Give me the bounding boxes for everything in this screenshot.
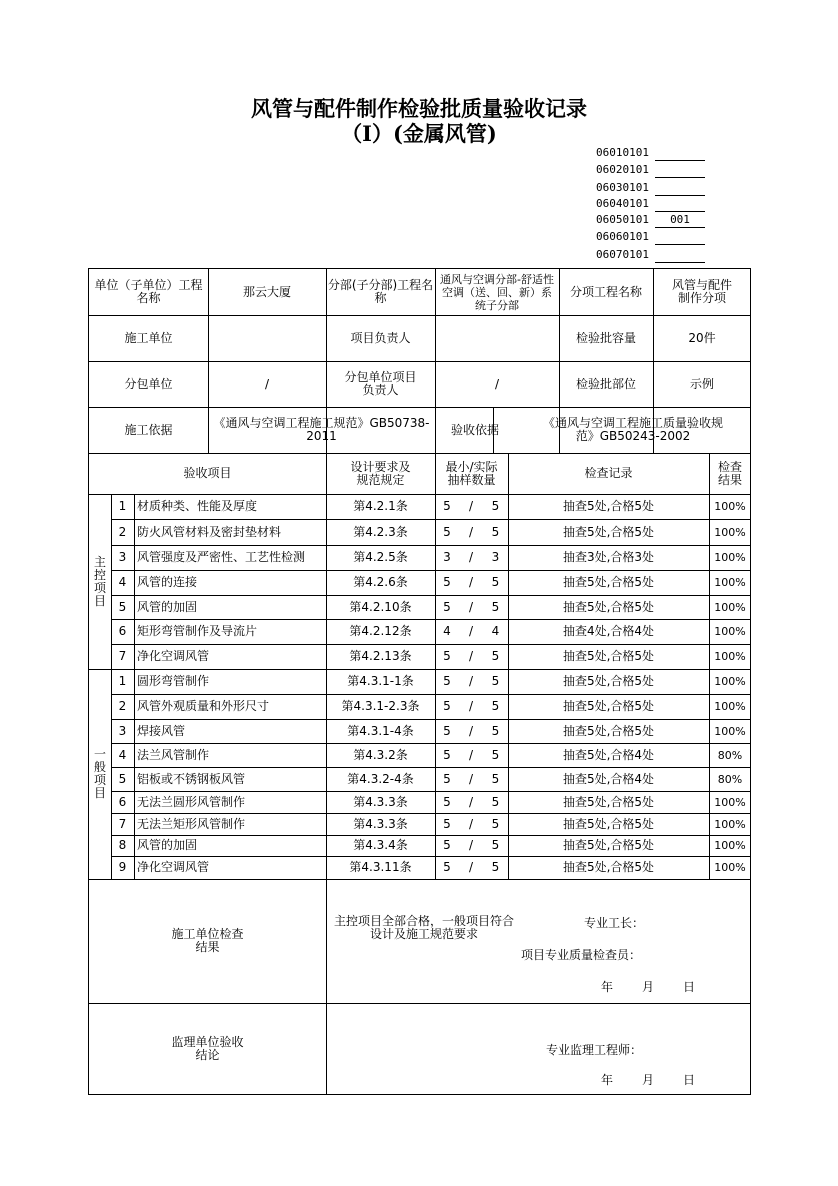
row-record[interactable]: 抽查5处,合格5处 xyxy=(562,699,655,713)
acceptance-basis-label: 验收依据 xyxy=(450,422,499,437)
row-result[interactable]: 100% xyxy=(714,551,746,564)
row-min-count[interactable]: 5 xyxy=(443,524,451,539)
row-actual-count[interactable]: 5 xyxy=(491,649,500,663)
row-result[interactable]: 100% xyxy=(714,861,746,874)
row-actual-count[interactable]: 5 xyxy=(491,575,500,589)
column-header-spec: 设计要求及规范规定 xyxy=(350,459,411,487)
batch-code-row: 06060101 xyxy=(596,230,708,246)
row-min-count[interactable]: 5 xyxy=(443,599,451,614)
row-spec: 第4.2.5条 xyxy=(353,550,408,564)
row-result[interactable]: 100% xyxy=(714,675,746,688)
row-result[interactable]: 100% xyxy=(714,700,746,713)
batch-code-value[interactable] xyxy=(655,181,705,196)
row-count-separator: / xyxy=(468,860,474,874)
row-min-count[interactable]: 4 xyxy=(443,624,451,638)
row-count-separator: / xyxy=(468,499,474,513)
row-spec: 第4.2.13条 xyxy=(349,649,412,663)
supervision-engineer-signature-label: 专业监理工程师： xyxy=(546,1042,643,1057)
column-header-record: 检查记录 xyxy=(584,466,633,480)
batch-code-row: 06040101 xyxy=(596,197,708,213)
row-item-name: 净化空调风管 xyxy=(137,649,210,663)
row-min-count[interactable]: 5 xyxy=(443,649,451,663)
project-manager-value[interactable] xyxy=(435,315,559,361)
row-result[interactable]: 80% xyxy=(717,772,743,786)
row-min-count[interactable]: 5 xyxy=(443,674,451,688)
row-min-count[interactable]: 3 xyxy=(443,550,451,564)
row-min-count[interactable]: 5 xyxy=(443,771,451,786)
row-result[interactable]: 100% xyxy=(714,817,746,831)
construction-basis-value[interactable]: 《通风与空调工程施工规范》GB50738-2011 xyxy=(213,416,430,443)
supervision-date-month: 月 xyxy=(641,1072,654,1087)
row-record[interactable]: 抽查5处,合格4处 xyxy=(562,771,655,786)
row-result[interactable]: 100% xyxy=(714,525,746,539)
construction-date-day: 日 xyxy=(682,979,695,994)
row-number: 2 xyxy=(118,524,127,539)
row-result[interactable]: 100% xyxy=(714,650,746,663)
row-number: 2 xyxy=(118,699,127,713)
construction-check-label: 施工单位检查结果 xyxy=(171,927,244,954)
row-record[interactable]: 抽查5处,合格5处 xyxy=(562,794,655,809)
row-count-separator: / xyxy=(468,699,474,713)
acceptance-basis-value[interactable]: 《通风与空调工程施工质量验收规范》GB50243-2002 xyxy=(542,416,723,443)
subcontractor-value[interactable]: / xyxy=(264,376,270,391)
row-min-count[interactable]: 5 xyxy=(443,816,451,831)
row-actual-count[interactable]: 5 xyxy=(491,699,500,713)
row-actual-count[interactable]: 5 xyxy=(491,794,500,809)
row-record[interactable]: 抽查4处,合格4处 xyxy=(562,624,655,638)
main-control-items-label: 主控项目 xyxy=(94,554,107,608)
row-item-name: 矩形弯管制作及导流片 xyxy=(137,624,258,638)
construction-check-conclusion[interactable]: 主控项目全部合格，一般项目符合设计及施工规范要求 xyxy=(333,914,514,941)
row-item-name: 净化空调风管 xyxy=(137,860,210,874)
contractor-label: 施工单位 xyxy=(124,330,173,345)
row-number: 3 xyxy=(118,723,127,738)
row-count-separator: / xyxy=(468,624,474,638)
batch-code-value[interactable]: 001 xyxy=(655,213,705,228)
row-item-name: 风管的加固 xyxy=(137,838,198,852)
batch-code-value[interactable] xyxy=(655,146,705,161)
row-number: 6 xyxy=(118,794,127,809)
row-count-separator: / xyxy=(468,575,474,589)
row-min-count[interactable]: 5 xyxy=(443,723,451,738)
row-count-separator: / xyxy=(468,723,474,738)
row-number: 4 xyxy=(118,575,127,589)
supervision-date-day: 日 xyxy=(682,1072,695,1087)
subcontractor-manager-label: 分包单位项目负责人 xyxy=(344,370,417,397)
row-number: 5 xyxy=(118,599,127,614)
row-actual-count[interactable]: 5 xyxy=(491,860,500,874)
row-record[interactable]: 抽查3处,合格3处 xyxy=(562,550,655,564)
column-header-result: 检查结果 xyxy=(717,459,742,487)
row-count-separator: / xyxy=(468,816,474,831)
row-count-separator: / xyxy=(468,649,474,663)
row-spec: 第4.3.4条 xyxy=(353,838,408,852)
batch-code-row: 06050101 001 xyxy=(596,213,708,229)
item-project-name-value[interactable]: 风管与配件制作分项 xyxy=(671,278,732,305)
contractor-value[interactable] xyxy=(208,315,326,361)
row-actual-count[interactable]: 5 xyxy=(491,771,500,786)
batch-code-value[interactable] xyxy=(655,230,705,245)
row-item-name: 无法兰圆形风管制作 xyxy=(137,794,246,809)
inspection-record-table xyxy=(88,268,751,1095)
item-project-name-label: 分项工程名称 xyxy=(569,284,642,299)
row-result[interactable]: 100% xyxy=(714,839,746,852)
supervision-date-year: 年 xyxy=(600,1072,613,1087)
row-number: 8 xyxy=(118,838,127,852)
row-item-name: 无法兰矩形风管制作 xyxy=(137,816,246,831)
row-result[interactable]: 100% xyxy=(714,724,746,738)
row-number: 1 xyxy=(118,674,127,688)
row-min-count[interactable]: 5 xyxy=(443,575,451,589)
row-min-count[interactable]: 5 xyxy=(443,499,451,513)
row-spec: 第4.3.11条 xyxy=(349,860,412,874)
row-actual-count[interactable]: 5 xyxy=(491,747,500,762)
row-actual-count[interactable]: 5 xyxy=(491,723,500,738)
row-actual-count[interactable]: 5 xyxy=(491,524,500,539)
row-record[interactable]: 抽查5处,合格5处 xyxy=(562,649,655,663)
unit-project-name-value[interactable]: 那云大厦 xyxy=(242,284,291,299)
row-record[interactable]: 抽查5处,合格5处 xyxy=(562,723,655,738)
row-count-separator: / xyxy=(468,771,474,786)
row-spec: 第4.2.6条 xyxy=(353,575,408,589)
row-number: 4 xyxy=(118,747,127,762)
batch-code-value[interactable] xyxy=(655,248,705,263)
batch-code-value[interactable] xyxy=(655,163,705,178)
row-item-name: 法兰风管制作 xyxy=(137,747,210,762)
row-record[interactable]: 抽查5处,合格5处 xyxy=(562,838,655,852)
row-actual-count[interactable]: 5 xyxy=(491,816,500,831)
row-record[interactable]: 抽查5处,合格5处 xyxy=(562,499,655,513)
row-record[interactable]: 抽查5处,合格5处 xyxy=(562,575,655,589)
batch-capacity-label: 检验批容量 xyxy=(575,330,636,345)
row-item-name: 防火风管材料及密封垫材料 xyxy=(137,524,282,539)
row-item-name: 风管外观质量和外形尺寸 xyxy=(137,699,270,713)
foreman-signature-label: 专业工长： xyxy=(584,915,645,930)
row-number: 7 xyxy=(118,649,127,663)
row-actual-count[interactable]: 4 xyxy=(491,624,500,638)
row-min-count[interactable]: 5 xyxy=(443,860,451,874)
batch-code-value[interactable] xyxy=(655,197,705,212)
row-item-name: 材质种类、性能及厚度 xyxy=(137,499,258,513)
column-header-item: 验收项目 xyxy=(183,466,232,480)
subcontractor-manager-value[interactable]: / xyxy=(494,376,500,391)
row-result[interactable]: 100% xyxy=(714,576,746,589)
row-item-name: 风管强度及严密性、工艺性检测 xyxy=(137,550,306,564)
row-actual-count[interactable]: 5 xyxy=(491,674,500,688)
row-spec: 第4.3.2-4条 xyxy=(347,771,414,786)
row-count-separator: / xyxy=(468,747,474,762)
row-actual-count[interactable]: 5 xyxy=(491,499,500,513)
construction-basis-label: 施工依据 xyxy=(124,422,173,437)
row-result[interactable]: 100% xyxy=(714,600,746,614)
row-result[interactable]: 100% xyxy=(714,500,746,513)
row-count-separator: / xyxy=(468,838,474,852)
construction-date-month: 月 xyxy=(641,979,654,994)
row-spec: 第4.2.12条 xyxy=(349,624,412,638)
row-count-separator: / xyxy=(468,794,474,809)
form-title: 风管与配件制作检验批质量验收记录 xyxy=(251,96,587,121)
row-record[interactable]: 抽查5处,合格5处 xyxy=(562,524,655,539)
row-min-count[interactable]: 5 xyxy=(443,747,451,762)
row-spec: 第4.3.1-1条 xyxy=(347,674,414,688)
row-count-separator: / xyxy=(468,524,474,539)
row-number: 9 xyxy=(118,860,127,874)
batch-location-value[interactable]: 示例 xyxy=(689,376,714,391)
row-spec: 第4.3.1-4条 xyxy=(347,723,414,738)
row-actual-count[interactable]: 5 xyxy=(491,599,500,614)
sub-project-name-label: 分部(子分部)工程名称 xyxy=(327,278,434,305)
row-record[interactable]: 抽查5处,合格5处 xyxy=(562,860,655,874)
row-item-name: 圆形弯管制作 xyxy=(137,674,210,688)
form-subtitle: （Ⅰ）(金属风管) xyxy=(341,121,497,146)
row-spec: 第4.3.1-2.3条 xyxy=(341,699,420,713)
row-spec: 第4.2.3条 xyxy=(353,524,408,539)
supervision-conclusion-label: 监理单位验收结论 xyxy=(171,1035,244,1062)
row-item-name: 风管的连接 xyxy=(137,575,198,589)
row-min-count[interactable]: 5 xyxy=(443,699,451,713)
subcontractor-label: 分包单位 xyxy=(124,376,173,391)
row-count-separator: / xyxy=(468,550,474,564)
batch-capacity-value[interactable]: 20件 xyxy=(688,330,716,345)
row-result[interactable]: 100% xyxy=(714,795,746,809)
row-number: 5 xyxy=(118,771,127,786)
row-record[interactable]: 抽查5处,合格5处 xyxy=(562,599,655,614)
row-number: 3 xyxy=(118,550,127,564)
row-actual-count[interactable]: 3 xyxy=(491,550,500,564)
row-spec: 第4.3.3条 xyxy=(353,816,408,831)
row-spec: 第4.2.10条 xyxy=(349,599,412,614)
row-spec: 第4.3.2条 xyxy=(353,747,408,762)
row-record[interactable]: 抽查5处,合格5处 xyxy=(562,674,655,688)
row-count-separator: / xyxy=(468,674,474,688)
row-result[interactable]: 100% xyxy=(714,625,746,638)
row-min-count[interactable]: 5 xyxy=(443,838,451,852)
row-number: 1 xyxy=(118,499,127,513)
row-number: 7 xyxy=(118,816,127,831)
row-number: 6 xyxy=(118,624,127,638)
unit-project-name-label: 单位（子单位）工程名称 xyxy=(94,278,203,305)
row-actual-count[interactable]: 5 xyxy=(491,838,500,852)
row-record[interactable]: 抽查5处,合格5处 xyxy=(562,816,655,831)
batch-code-row: 06010101 xyxy=(596,146,708,162)
row-spec: 第4.3.3条 xyxy=(353,794,408,809)
batch-code-row: 06070101 xyxy=(596,248,708,264)
batch-code-row: 06020101 xyxy=(596,163,708,179)
row-item-name: 铝板或不锈钢板风管 xyxy=(137,771,246,786)
construction-date-year: 年 xyxy=(600,979,613,994)
row-item-name: 焊接风管 xyxy=(137,723,186,738)
row-record[interactable]: 抽查5处,合格4处 xyxy=(562,747,655,762)
row-spec: 第4.2.1条 xyxy=(353,499,408,513)
row-item-name: 风管的加固 xyxy=(137,599,198,614)
column-header-sample-count: 最小/实际抽样数量 xyxy=(445,459,498,487)
row-result[interactable]: 80% xyxy=(717,748,743,762)
sub-project-name-value[interactable]: 通风与空调分部-舒适性空调（送、回、新）系统子分部 xyxy=(440,272,554,312)
general-items-label: 一般项目 xyxy=(94,747,107,800)
project-manager-label: 项目负责人 xyxy=(350,330,411,345)
row-min-count[interactable]: 5 xyxy=(443,794,451,809)
quality-inspector-signature-label: 项目专业质量检查员： xyxy=(521,947,642,962)
batch-code-row: 06030101 xyxy=(596,181,708,197)
batch-location-label: 检验批部位 xyxy=(575,376,636,391)
row-count-separator: / xyxy=(468,599,474,614)
